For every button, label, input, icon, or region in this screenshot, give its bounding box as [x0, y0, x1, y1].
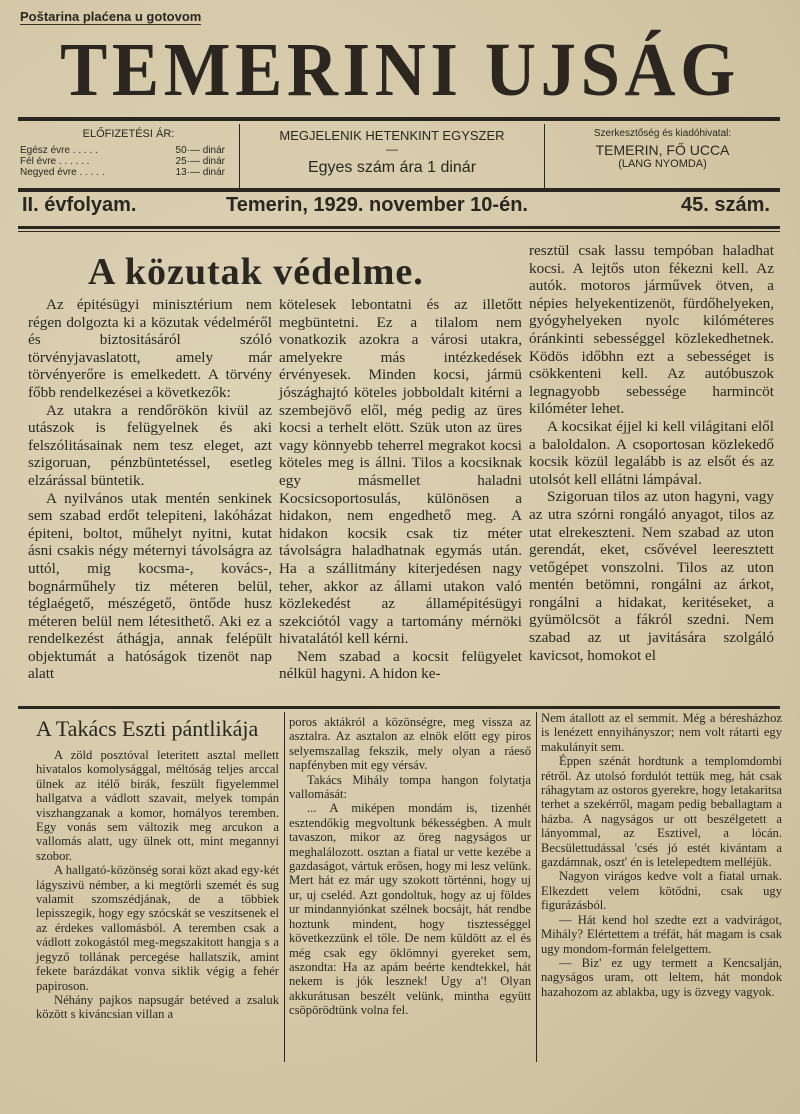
volume: II. évfolyam.: [22, 194, 137, 216]
paragraph: Éppen szénát hordtunk a templomdombi rétről. Az utolsó fordulót tettük meg, hát csak ráhagytam az ostoros gyerekre, hogy letakaritsa terhet a szekérről, magam pedig beballagtam a házba. A nagyságos ur ott beszélgetett a lányommal, az Esztivel, a lócán. Becsülettudással 'csés jó estét kivántam a gazdámnak, oszt' én is letelepedtem melléjük.: [541, 754, 782, 870]
price-row: [18, 167, 239, 178]
office-label: Szerkesztőség és kiadóhivatal:: [593, 128, 732, 139]
paragraph: kötelesek lebontatni és az illetőtt megbüntetni. Ez a tilalom nem vonatkozik azokra a városi utakra, amelyekre más intézkedések érvényesek. Minden kocsi, jármü jószághajtó köteles jobboldalt kitérni a szembejövő elől, még pedig az üres kocsi a terhelt elött. Szük uton az üres vagy könnyebb teherrel megrakot kocsi köteles meg is állni. Tilos a kocsiknak egy másmellet haladni Kocsicsoportosulás, különösen a hidakon, nem engedhető meg. A hidakon kocsik csak tiz méter távolságra haladhatnak egymás után. Ha a szállitmány kiterjedésen nagy teher, akkor az állami utakon való közlekedést az államépitésügyi szekciótól vagy a tartomány mérnöki hivatalától kell kérni.: [279, 296, 522, 648]
paragraph: ... A miképen mondám is, tizenhét esztendőkig megvoltunk békességben. A mult tavaszon, mikor az öreg nagyságos ur meghalálozott. osztan a fiatal ur vette kezébe a gazdaságot, vártuk erősen, hogy mi lesz velünk. Mert hát ez már ugy szokott történni, hogy uj ur, uj cseléd. Azt gondoltuk, hogy az uj földes ur mindannyiónkat szélnek bocsájt, hát rendbe hoztunk mindent, hogy tisztességgel következzünk el tőle. De nem küldött az el és még csak egy öklömnyi gyereket sem, aszondta: Ha az apám beérte kendtekkel, hát nekem is jók lesznek! Ugy a'! Olyan akkurátusan beszélt velünk, mintha együtt csöpörödtünk volna fel.: [289, 801, 531, 1018]
paragraph: Nem átallott az el semmit. Még a béresházhoz is lenézett ennyihányszor; nem volt rátarti egy makulányit sem.: [541, 711, 782, 754]
postage-note: Poštarina plaćena u gotovom: [20, 9, 202, 24]
dash: —: [386, 142, 398, 156]
article2-column-1: [36, 714, 279, 1022]
price-row: [18, 156, 239, 167]
price-value: 25·— dinár: [175, 156, 225, 167]
issue-date: Temerin, 1929. november 10-én.: [226, 194, 528, 216]
article2-headline: A Takács Eszti pántlikája: [36, 716, 259, 741]
paragraph: Az utakra a rendőrökön kivül az utászok is felügyelnek és aki felszólitásainak nem tesz eleget, azt szigoruan, pénzbüntetéssel, esetleg elzárással büntetik.: [28, 401, 272, 489]
paragraph: Nem szabad a kocsit felügyelet nélkül hagyni. A hidon ke-: [279, 647, 522, 683]
paragraph: Néhány pajkos napsugár betéved a zsaluk között s kiváncsian villan a: [36, 992, 279, 1022]
office-info: [545, 124, 780, 188]
paragraph: — Biz' ez ugy termett a Kencsalján, nagyságos uram, ott leltem, hát mondok hazahozom az ablakba, ugy is özvegy vagyok.: [541, 955, 782, 999]
price-value: 50·— dinár: [175, 145, 225, 156]
paragraph: Takács Mihály tompa hangon folytatja vallomását:: [289, 772, 531, 802]
paragraph: poros aktákról a közönségre, meg vissza az asztalra. Az asztalon az elnök előtt egy piros selyemszallag fekszik, mely olyan a ráeső napfényben mit egy vérsáv.: [289, 715, 531, 773]
article2-column-3: [541, 711, 782, 999]
price-value: 13·— dinár: [175, 167, 225, 178]
office-address: TEMERIN, FŐ UCCA: [595, 142, 730, 158]
column-rule: [284, 712, 285, 1062]
printer: (LANG NYOMDA): [618, 158, 707, 170]
publication-info: [240, 124, 545, 188]
price-label: Fél évre . . . . . .: [20, 156, 90, 167]
paragraph: — Hát kend hol szedte ezt a vadvirágot, Mihály? Elértettem a tréfát, hát magam is csak ugy mondom-formán felelgettem.: [541, 912, 782, 956]
divider: [18, 706, 780, 709]
article1-column-3: [529, 242, 774, 664]
paragraph: resztül csak lassu tempóban haladhat kocsi. A lejtős uton fékezni kell. Az autók. motoros járművek ötven, a népies helyekentizenöt, fürdőhelyeken, gyógyhelyeken nyolc kilóméteres óránkinti sebességgel közlekedhetnek. Ködös időbhn ezt a sebességet is csökkenteni kell. Az autóbuszok legnagyobb sebessége harmincöt kilóméter lehet.: [529, 242, 774, 418]
article1-column-2: [279, 296, 522, 683]
paragraph: A nyilvános utak mentén senkinek sem szabad erdőt telepiteni, lakóházat épiteni, boltot, műhelyt nyitni, kutat ásni csakis négy méternyi távolságra az uttól, mig kocsma-, kovács-, bognárműhely tiz méteren belül, téglaégető, mészégető, öntőde husz méteren belül nem létesithető. Aki ez a rendelkezést áthágja, annak felépült objektumát a hatóságok tizenöt nap alatt: [28, 489, 272, 683]
subscription-heading: ELŐFIZETÉSI ÁR:: [82, 128, 175, 140]
paragraph: A zöld posztóval leteritett asztal mellett hivatalos komolysággal, méltóság teljes arccal ülnek az itélő birák, feszült figyelemmel hallgatva a vádlott szavait, melyek tompán viszhangzanak a komor, homályos teremben. Egy vonás sem változik meg arcukon a vallomás alatt, ugy ülnek ott, mint megannyi szobor.: [36, 748, 279, 863]
article1-column-1: [28, 296, 272, 683]
column-rule: [536, 712, 537, 1062]
issue-number: 45. szám.: [681, 194, 770, 216]
paragraph: A hallgató-közönség sorai közt akad egy-két lágyszivü némber, a ki megtörli szemét és sug valamit szomszédjának, de a többiek lepisszegik, hogy egy szócskát se veszitsenek el az érdekes vallomásból. A teremben csak a vádlott zokogástól meg-megszakitott hangja s a jegyző tollának percegése hallatszik, amint fekete barázdákat vonva siklik végig a fehér papiroson.: [36, 863, 279, 993]
divider: [18, 231, 780, 232]
subscription-prices: [18, 124, 240, 188]
article2-column-2: [289, 715, 531, 1018]
divider: [18, 188, 780, 192]
paragraph: Nagyon virágos kedve volt a fiatal urnak. Elkezdett velem kötődni, csak ugy figurázásból.: [541, 869, 782, 913]
price-label: Egész évre . . . . .: [20, 145, 98, 156]
divider: [18, 117, 780, 121]
frequency: MEGJELENIK HETENKINT EGYSZER: [279, 128, 505, 143]
price-label: Negyed évre . . . . .: [20, 167, 105, 178]
info-box: [18, 124, 780, 188]
single-price: Egyes szám ára 1 dinár: [307, 159, 477, 176]
issue-line: [20, 194, 770, 224]
paragraph: A kocsikat éjjel ki kell világitani elől a baloldalon. A csoportosan közlekedő kocsik közül legalább is az elsőt és az utolsót kell ellátni lámpával.: [529, 417, 774, 488]
divider: [18, 226, 780, 229]
price-row: [18, 145, 239, 156]
article-headline: A közutak védelme.: [88, 251, 424, 293]
paragraph: Az épitésügyi minisztérium nem régen dolgozta ki a közutak védelméről és biztositásáról szóló törvényjavaslatott, amely már törvényerőre is emelkedett. A törvény főbb rendelkezései a következők:: [28, 296, 272, 401]
article2-column-1-text: [36, 748, 279, 1022]
paragraph: Szigoruan tilos az uton hagyni, vagy az utra szórni rongáló anyagot, tilos az utat elrekeszteni. Nem szabad az uton gerendát, eket, csővével leeresztett vetőgépet vonszolni. Tilos az uton mentén betömni, rongálni az árkot, rongálni a hidakat, keritéseket, a gyümölcsöt a fákról szedni. Nem szabad az ut javitására szolgáló kavicsot, homokot el: [529, 488, 774, 664]
newspaper-title: TEMERINI UJSÁG: [60, 28, 740, 112]
